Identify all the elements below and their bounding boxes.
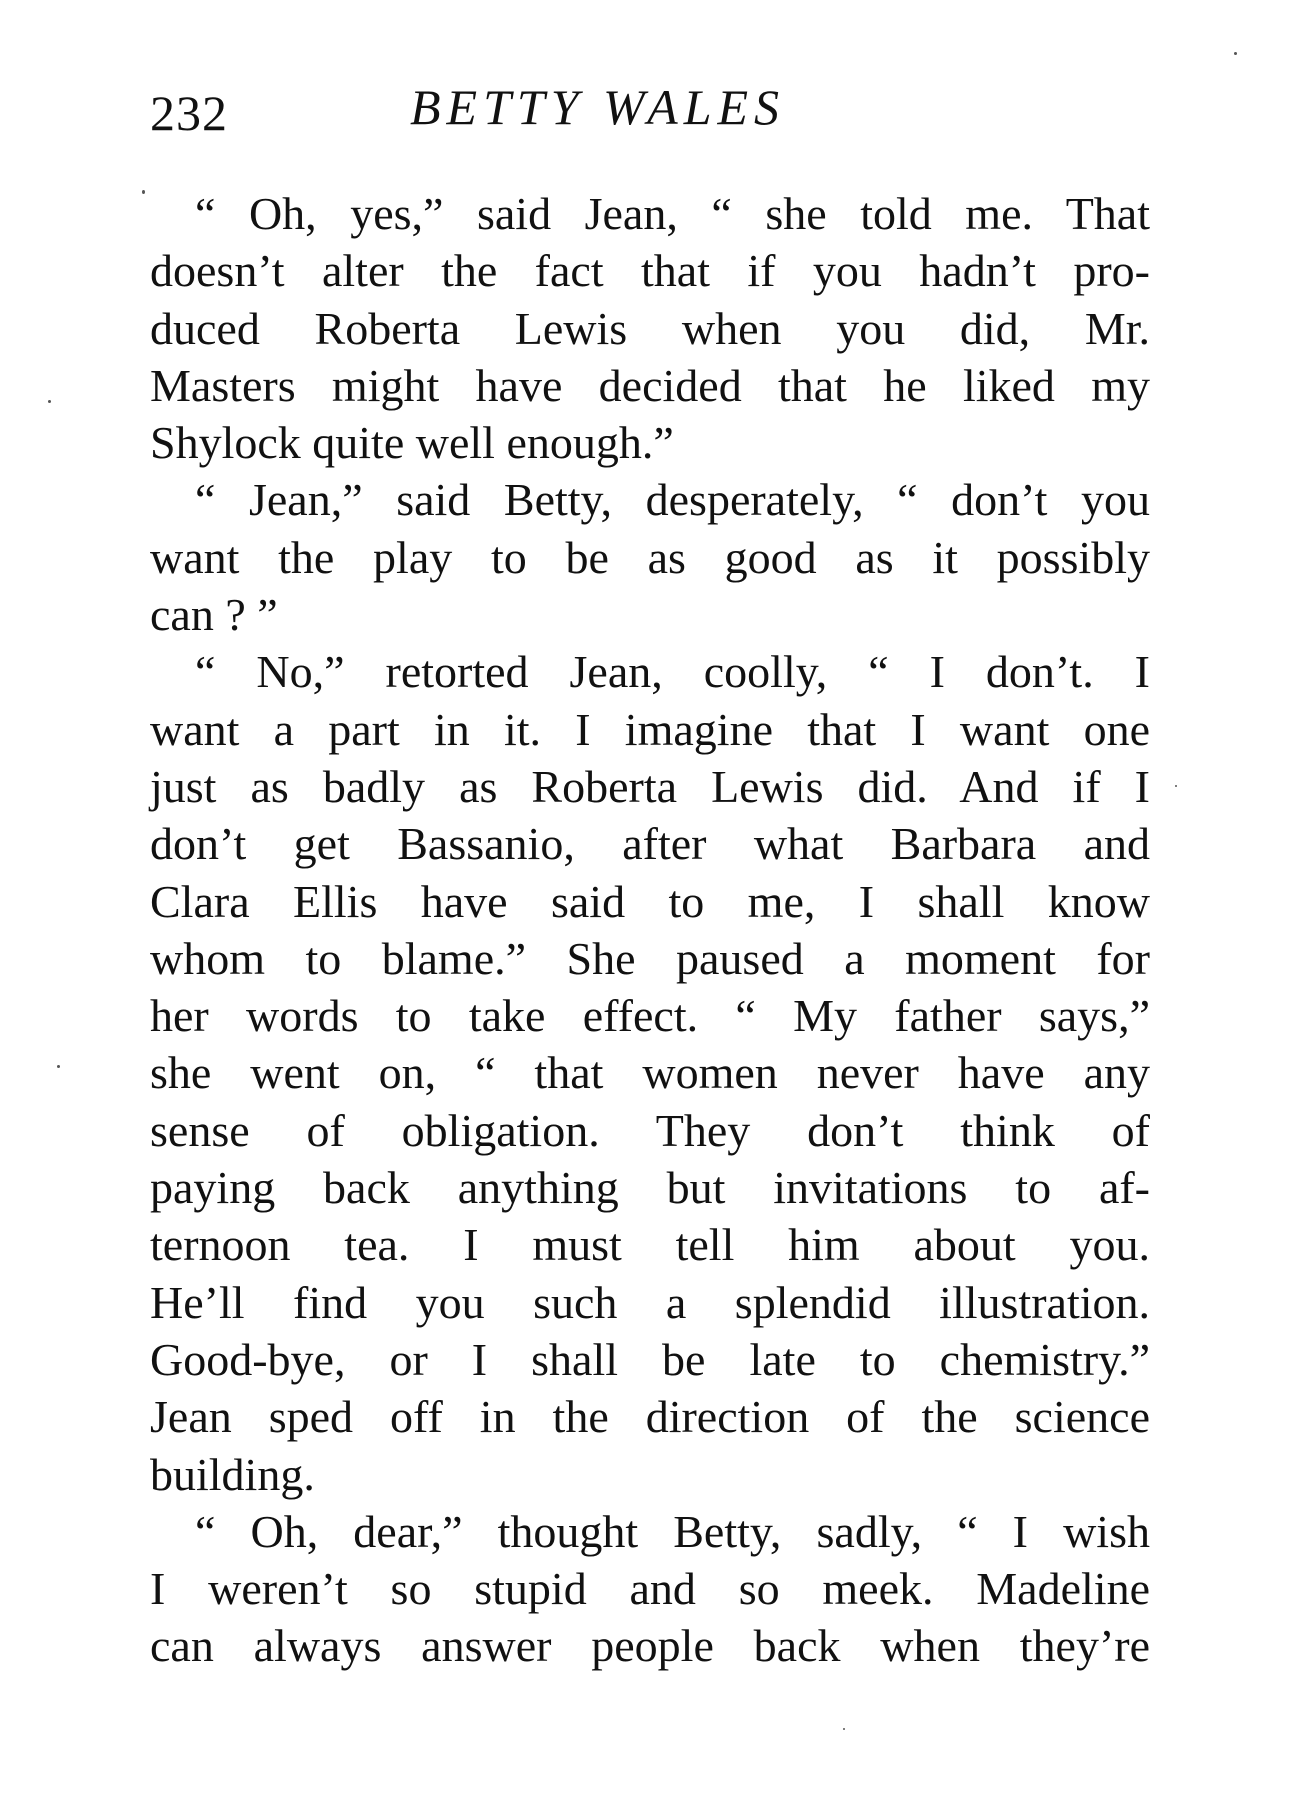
text-line: want the play to be as good as it possibly	[150, 531, 1150, 583]
text-line: don’t get Bassanio, after what Barbara and	[150, 818, 1150, 870]
page-number: 232	[150, 85, 228, 141]
paper-speck	[843, 1728, 845, 1730]
text-line: Clara Ellis have said to me, I shall know	[150, 875, 1150, 927]
text-line: she went on, “ that women never have any	[150, 1047, 1150, 1099]
text-line: sense of obligation. They don’t think of	[150, 1104, 1150, 1156]
running-title: BETTY WALES	[410, 79, 786, 135]
text-line: “ No,” retorted Jean, coolly, “ I don’t. I	[195, 646, 1150, 698]
text-line: “ Oh, yes,” said Jean, “ she told me. That	[195, 188, 1150, 239]
text-line: Masters might have decided that he liked my	[150, 359, 1150, 411]
text-line: I weren’t so stupid and so meek. Madeline	[150, 1563, 1150, 1615]
text-line: want a part in it. I imagine that I want one	[150, 703, 1150, 755]
paper-speck	[48, 400, 51, 403]
body-text	[150, 185, 1150, 1675]
text-line: her words to take effect. “ My father says,”	[150, 990, 1150, 1042]
text-line: “ Oh, dear,” thought Betty, sadly, “ I wish	[195, 1505, 1150, 1557]
paper-speck	[1175, 785, 1177, 787]
text-line: He’ll find you such a splendid illustration.	[150, 1276, 1150, 1328]
text-line: can always answer people back when they’re	[150, 1620, 1150, 1672]
text-line: “ Jean,” said Betty, desperately, “ don’t you	[195, 474, 1150, 526]
paper-speck	[142, 190, 145, 194]
text-line: paying back anything but invitations to af-	[150, 1162, 1150, 1214]
text-line: can ? ”	[150, 589, 278, 641]
text-line: just as badly as Roberta Lewis did. And if I	[150, 760, 1150, 812]
text-line: building.	[150, 1448, 315, 1500]
paper-speck	[1234, 52, 1237, 55]
paper-speck	[57, 1065, 60, 1068]
text-line: whom to blame.” She paused a moment for	[150, 932, 1150, 984]
text-line: ternoon tea. I must tell him about you.	[150, 1219, 1150, 1271]
running-head	[150, 78, 1150, 148]
text-line: duced Roberta Lewis when you did, Mr.	[150, 302, 1150, 354]
text-line: Jean sped off in the direction of the science	[150, 1391, 1150, 1443]
text-line: Shylock quite well enough.”	[150, 417, 674, 469]
text-line: Good-bye, or I shall be late to chemistry.”	[150, 1333, 1150, 1385]
text-line: doesn’t alter the fact that if you hadn’t pro-	[150, 245, 1150, 297]
